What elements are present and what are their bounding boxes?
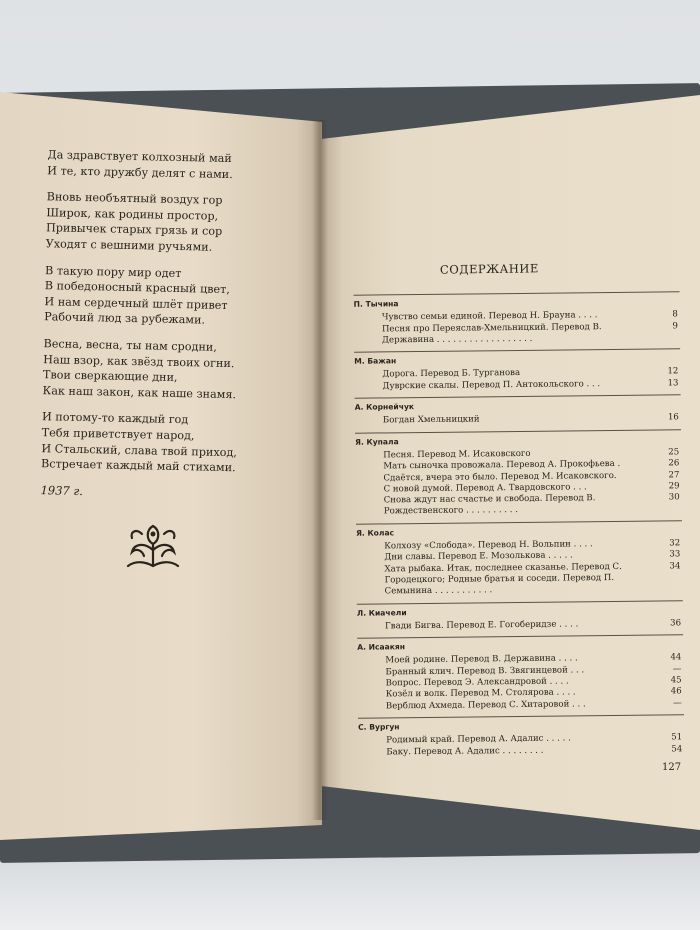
- toc-entry-title: Колхозу «Слобода». Перевод Н. Вольпин . . . .: [384, 539, 593, 552]
- toc-entry-page: —: [672, 664, 682, 675]
- toc-entry-page: 45: [670, 675, 682, 686]
- toc-author: П. Тычина: [353, 299, 399, 309]
- toc-title: СОДЕРЖАНИЕ: [439, 261, 539, 277]
- toc-entry-page: 51: [671, 732, 683, 743]
- toc-entry-page: 30: [668, 492, 680, 503]
- toc-author: Л. Киачели: [356, 607, 407, 618]
- toc-entry: [357, 618, 683, 633]
- poem-text: [40, 147, 317, 504]
- poem-stanza: [41, 409, 312, 477]
- poem-line: Тебя приветствует народ,: [41, 426, 195, 443]
- toc-section: [358, 714, 684, 758]
- toc-entry-page: 29: [668, 481, 680, 492]
- toc-entry-title: Моей родине. Перевод В. Державина . . . .: [385, 653, 578, 666]
- toc-entry-title: Дорога. Перевод Б. Турганова: [382, 368, 521, 380]
- toc-entry-page: 36: [670, 618, 682, 629]
- toc-section: [356, 520, 683, 598]
- poem-line: Весна, весна, ты нам сродни,: [43, 337, 218, 354]
- toc-section: [355, 429, 682, 518]
- toc-entry-page: 34: [669, 560, 681, 572]
- toc-entry-title: Козёл и волк. Перевод М. Столярова . . . .: [385, 687, 576, 700]
- toc-author: Я. Купала: [355, 436, 399, 447]
- poem-line: И те, кто дружбу делят с нами.: [47, 163, 233, 181]
- poem-line: В победоносный красный цвет,: [44, 279, 231, 297]
- poem-line: И потому-то каждый год: [41, 410, 189, 427]
- poem-line: Привычек старых грязь и сор: [45, 221, 223, 239]
- toc-entry-page: —: [673, 697, 682, 709]
- toc-entry-title: Баку. Перевод А. Адалис . . . . . . . .: [386, 745, 544, 757]
- toc-entry-title: Дуврские скалы. Перевод П. Антокольского . . .: [382, 378, 601, 392]
- toc-author: Я. Колас: [356, 528, 395, 538]
- toc-entry-page: 16: [667, 412, 679, 423]
- toc-entry-page: 12: [667, 366, 679, 377]
- page-number: 127: [662, 762, 682, 773]
- toc-author: А. Исаакян: [357, 642, 406, 652]
- toc-entry-page: 46: [670, 686, 682, 697]
- toc-entry: [355, 413, 681, 428]
- toc-entry: [356, 492, 682, 518]
- poem-stanza: [47, 147, 318, 184]
- poem-line: Наш взор, как звёзд твоих огни.: [43, 352, 235, 370]
- poem-year: 1937 г.: [40, 482, 84, 498]
- toc-entry-title: Гвади Бигва. Перевод Е. Гогоберидзе . . . .: [384, 619, 579, 632]
- toc-author: С. Вургун: [358, 722, 400, 732]
- poem-stanza: [42, 336, 313, 404]
- toc-entry-page: 8: [672, 309, 678, 320]
- toc-section: [357, 634, 684, 712]
- toc-entry-title: Чувство семьи единой. Перевод Н. Брауна . . . .: [381, 310, 598, 323]
- poem-line: Вновь необъятный воздух гор: [46, 190, 223, 208]
- poem-line: Широк, как родины простор,: [46, 205, 219, 223]
- toc-entry-title: С новой думой. Перевод А. Твардовского . . .: [383, 482, 587, 495]
- poem-line: И Стальский, слава твой приход,: [41, 441, 238, 459]
- toc-entry-title: Песня про Переяслав-Хмельницкий. Перевод В. Державина . . . . . . . . . . . . . . . . . .: [381, 321, 602, 346]
- toc-entry-title: Песня. Перевод М. Исаковского: [383, 448, 531, 461]
- toc-entry-title: Богдан Хмельницкий: [382, 414, 480, 426]
- toc-entry-page: 25: [668, 447, 680, 458]
- toc-entry-page: 33: [669, 549, 681, 560]
- toc-section: [354, 291, 681, 347]
- toc-entry-page: 32: [669, 538, 681, 549]
- toc-author: А. Корнейчук: [354, 402, 415, 412]
- poem-line: Как наш закон, как наше знамя.: [42, 383, 237, 401]
- poem-line: Рабочий люд за рубежами.: [44, 310, 206, 327]
- toc-section: [357, 600, 683, 633]
- toc-section: [355, 394, 681, 427]
- toc-entry-title: Мать сыночка провожала. Перевод А. Прокофьева .: [383, 459, 621, 472]
- toc-entry-title: Вопрос. Перевод Э. Александровой . . . .: [385, 676, 569, 689]
- toc-entry-title: Хата рыбака. Итак, последнее сказанье. Перевод С. Городецкого; Родные братья и соседи. Перевод П. Семынина . . . . . . . . . . .: [384, 561, 622, 597]
- poem-line: В такую пору мир одет: [44, 263, 182, 280]
- toc-entry-page: 26: [668, 458, 680, 469]
- toc-entry: [356, 561, 682, 598]
- toc-entry-title: Родимый край. Перевод А. Адалис . . . . .: [386, 733, 571, 746]
- poem-line: Уходят с вешними ручьями.: [45, 237, 213, 254]
- poem-stanza: [46, 189, 317, 257]
- table-of-contents: [354, 291, 685, 763]
- poem-line: И нам сердечный шлёт привет: [44, 294, 228, 312]
- toc-entry-page: 27: [668, 469, 680, 480]
- toc-entry: [354, 321, 680, 347]
- poem-stanza: [44, 263, 315, 331]
- poem-line: Твои сверкающие дни,: [42, 368, 178, 385]
- toc-entry-title: Дни славы. Перевод Е. Мозолькова . . . . .: [384, 550, 573, 563]
- toc-entry-page: 13: [667, 378, 679, 389]
- poem-line: Встречает каждый май стихами.: [40, 457, 236, 475]
- toc-author: М. Бажан: [354, 356, 397, 366]
- toc-entry-title: Бранный клич. Перевод В. Звягинцевой . . .: [385, 665, 585, 678]
- toc-entry: [354, 378, 680, 393]
- toc-entry-title: Верблюд Ахмеда. Перевод С. Хитаровой . . .: [385, 698, 586, 712]
- poem-line: Да здравствует колхозный май: [47, 148, 232, 166]
- toc-entry: [358, 744, 684, 759]
- toc-entry-title: Сдаётся, вчера это было. Перевод М. Исаковского.: [383, 470, 617, 483]
- toc-entry-page: 44: [670, 652, 682, 663]
- floral-ornament-icon: [122, 520, 184, 572]
- toc-section: [354, 348, 680, 392]
- poem-stanzas: [41, 147, 318, 477]
- toc-entry-title: Снова ждут нас счастье и свобода. Перевод В. Рождественского . . . . . . . . . .: [383, 493, 596, 517]
- toc-entry-page: 9: [672, 320, 678, 331]
- toc-entry: [358, 698, 684, 713]
- toc-entry-page: 54: [671, 743, 683, 754]
